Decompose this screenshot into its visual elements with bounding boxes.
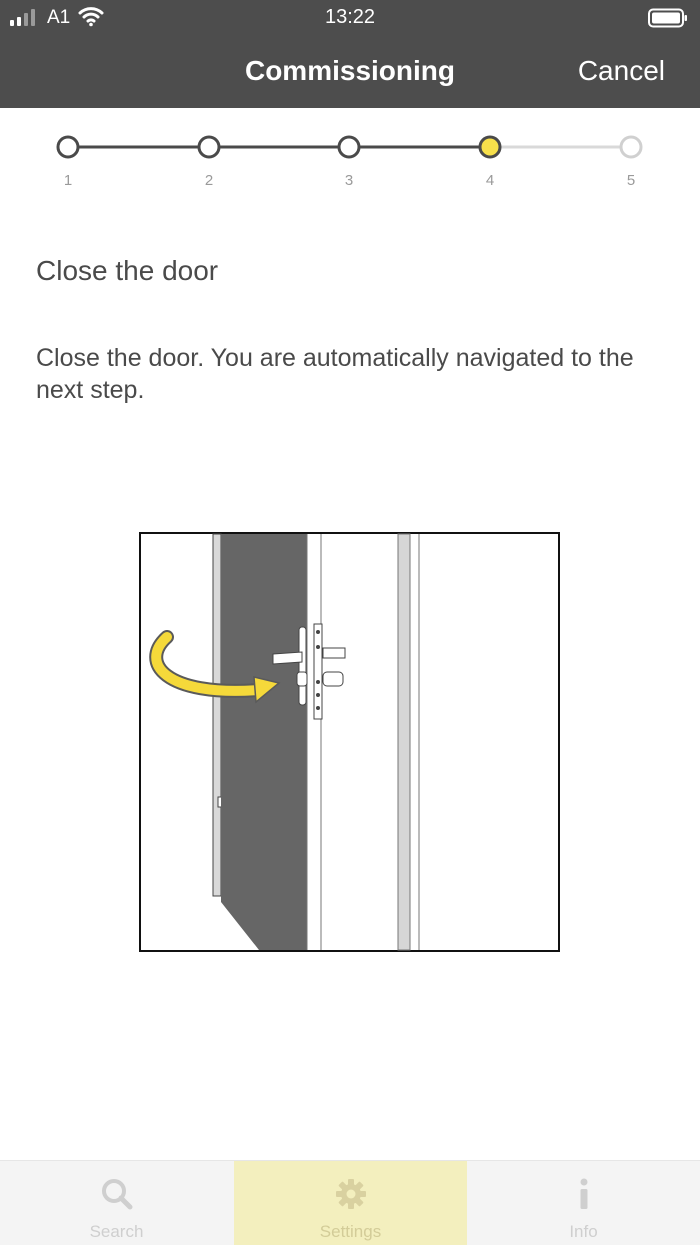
door-closing-illustration xyxy=(139,532,560,952)
progress-stepper xyxy=(0,130,700,200)
tab-settings[interactable] xyxy=(234,1161,467,1245)
step-description: Close the door. You are automatically navigated to the next step. xyxy=(36,344,634,404)
status-bar xyxy=(0,0,700,36)
stepper-track xyxy=(0,130,700,170)
step-dot-4-current xyxy=(480,137,500,157)
tab-bar xyxy=(0,1160,700,1245)
step-label-4: 4 xyxy=(485,172,495,189)
step-label-5: 5 xyxy=(626,172,636,189)
tab-info[interactable] xyxy=(467,1161,700,1245)
status-time: 13:22 xyxy=(324,6,376,28)
step-dot-1 xyxy=(58,137,78,157)
page-title: Commissioning xyxy=(244,55,455,86)
battery-icon xyxy=(648,8,688,28)
carrier-label: A1 xyxy=(47,7,71,28)
step-label-1: 1 xyxy=(63,172,73,189)
tab-settings-label: Settings xyxy=(319,1222,382,1241)
tab-search[interactable] xyxy=(0,1161,233,1245)
step-dot-5 xyxy=(621,137,641,157)
info-icon xyxy=(567,1177,601,1211)
step-label-2: 2 xyxy=(204,172,214,189)
tab-info-label: Info xyxy=(569,1222,598,1241)
step-dot-2 xyxy=(199,137,219,157)
step-title: Close the door xyxy=(36,255,219,286)
gear-icon xyxy=(334,1177,368,1211)
step-dot-3 xyxy=(339,137,359,157)
search-icon xyxy=(100,1177,134,1211)
step-label-3: 3 xyxy=(344,172,354,189)
header xyxy=(0,0,700,108)
cancel-button[interactable]: Cancel xyxy=(577,55,665,86)
tab-search-label: Search xyxy=(89,1222,144,1241)
